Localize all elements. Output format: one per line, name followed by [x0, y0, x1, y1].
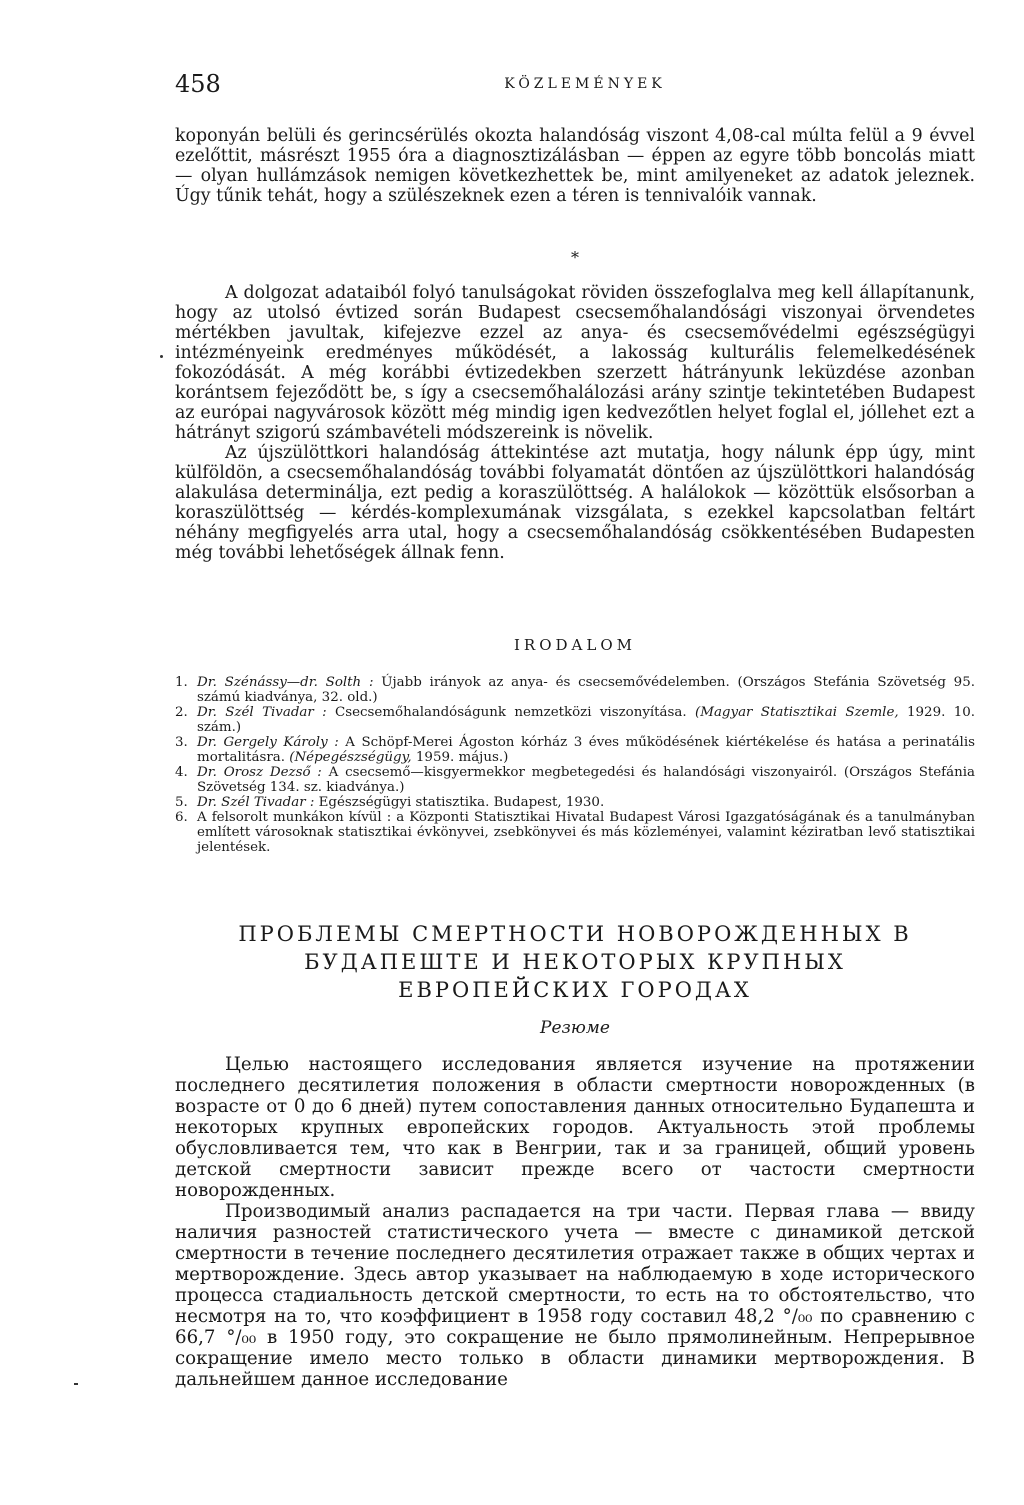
reference-text: Újabb irányok az anya- és csecsemővédelemben. (Országos Stefánia Szövetség 95. számú kiadványa, 32. old.)	[197, 675, 975, 705]
russian-title-block	[175, 920, 975, 1004]
russian-title-line: ПРОБЛЕМЫ СМЕРТНОСТИ НОВОРОЖДЕННЫХ В	[238, 922, 912, 946]
reference-number: 6.	[175, 810, 188, 825]
conclusion-paragraph: Az újszülöttkori halandóság áttekintése azt mutatja, hogy nálunk épp úgy, mint külföldön, a csecsemőhalandóság további folyamatát döntően az újszülöttkori halandóság alakulása determinálja, ezt pedig a koraszülöttség. A halálokok — közöttük elsősorban a koraszülöttség — kérdés-komplexumának vizsgálata, s ezekkel kapcsolatban feltárt néhány megfigyelés arra utal, hogy a csecsemőhalandóság csökkentésében Budapesten még további lehetőségek állnak fenn.	[175, 443, 975, 563]
reference-text: Egészségügyi statisztika. Budapest, 1930.	[318, 795, 605, 810]
reference-tail: 1959. május.)	[415, 750, 509, 765]
reference-number: 5.	[175, 795, 188, 810]
conclusion-paragraph: A dolgozat adataiból folyó tanulságokat röviden összefoglalva meg kell állapítanunk, hogy az utolsó évtized során Budapest csecsemőhalandósági viszonyai örvendetes mértékben javultak, kifejezve ezzel az anya- és csecsemővédelmi egészségügyi intézményeink eredményes működését, a lakosság kulturális felemelkedésének fokozódását. A még korábbi évtizedekben szerzett hátrányunk leküzdése azonban korántsem fejeződött be, s így a csecsemőhalálozási arány szintje tekintetében Budapest az európai nagyvárosok között még mindig igen kedvezőtlen helyet foglal el, jóllehet ezt a hátrányt szigorú számbavételi módszereink is növelik.	[175, 283, 975, 443]
russian-paragraph: Производимый анализ распадается на три части. Первая глава — ввиду наличия разностей статистического учета — вместе с динамикой детской смертности в течение последнего десятилетия отражает также в общих чертах и мертворождение. Здесь автор указывает на наблюдаемую в ходе исторического процесса стадиальность детской смертности, то есть на то обстоятельство, что несмотря на то, что коэффициент в 1958 году составил 48,2 °/₀₀ по сравнению с 66,7 °/₀₀ в 1950 году, это сокращение не было прямолинейным. Непрерывное сокращение имело место только в области динамики мертворождения. В дальнейшем данное исследование	[175, 1201, 975, 1390]
references-heading-block	[175, 636, 975, 654]
russian-title-line: ЕВРОПЕЙСКИХ ГОРОДАХ	[398, 978, 752, 1002]
reference-author: Dr. Szénássy—dr. Solth :	[197, 675, 374, 690]
russian-subtitle: Резюме	[540, 1018, 610, 1038]
reference-author: Dr. Orosz Dezső :	[197, 765, 322, 780]
page-number: 458	[175, 70, 221, 98]
references-block	[175, 675, 975, 855]
reference-item	[175, 705, 975, 735]
reference-text: A csecsemő—kisgyermekkor megbetegedési és halandósági viszonyairól. (Országos Stefánia Szövetség 134. sz. kiadványa.)	[197, 765, 975, 795]
reference-number: 3.	[175, 735, 188, 750]
reference-number: 2.	[175, 705, 188, 720]
separator-block	[175, 248, 975, 268]
section-separator: *	[571, 248, 579, 267]
margin-mark	[74, 1383, 78, 1385]
reference-text: A Schöpf-Merei Ágoston kórház 3 éves működésének kiértékelése és hatása a perinatális mortalitásra.	[197, 735, 975, 765]
conclusion-block	[175, 283, 975, 563]
reference-journal: (Magyar Statisztikai Szemle,	[695, 705, 899, 720]
russian-subtitle-block	[175, 1018, 975, 1038]
reference-author: Dr. Gergely Károly :	[197, 735, 339, 750]
reference-journal: (Népegészségügy,	[289, 750, 412, 765]
intro-paragraph: koponyán belüli és gerincsérülés okozta halandóság viszont 4,08-cal múlta felül a 9 évvel ezelőttit, másrészt 1955 óra a diagnosztizálásban — éppen az egyre több boncolás miatt — olyan hullámzások nemigen következhettek be, mint amilyeneket az adatok jeleznek. Úgy tűnik tehát, hogy a szülészeknek ezen a téren is tennivalóik vannak.	[175, 126, 975, 206]
references-heading: IRODALOM	[514, 636, 636, 654]
reference-number: 4.	[175, 765, 188, 780]
russian-paragraph: Целью настоящего исследования является изучение на протяжении последнего десятилетия положения в области смертности новорожденных (в возрасте от 0 до 6 дней) путем сопоставления данных относительно Будапешта и некоторых крупных европейских городов. Актуальность этой проблемы обусловливается тем, что как в Венгрии, так и за границей, общий уровень детской смертности зависит прежде всего от частости смертности новорожденных.	[175, 1054, 975, 1201]
margin-speck	[160, 355, 163, 358]
reference-author: Dr. Szél Tivadar :	[197, 705, 327, 720]
reference-item	[175, 735, 975, 765]
reference-text: Csecsemőhalandóságunk nemzetközi viszonyítása.	[335, 705, 687, 720]
reference-item	[175, 810, 975, 855]
reference-author: Dr. Szél Tivadar :	[197, 795, 315, 810]
reference-text: A felsorolt munkákon kívül : a Központi Statisztikai Hivatal Budapest Városi Igazgatóságának és a tanulmányban említett városoknak statisztikai évkönyvei, zsebkönyvei és más közleményei, valamint kéziratban levő statisztikai jelentések.	[197, 810, 975, 855]
russian-summary-block	[175, 1054, 975, 1390]
running-head: KÖZLEMÉNYEK	[504, 76, 666, 92]
intro-block	[175, 126, 975, 206]
reference-item	[175, 675, 975, 705]
reference-number: 1.	[175, 675, 188, 690]
reference-item	[175, 795, 975, 810]
reference-tail: 1929. 10. szám.)	[197, 705, 975, 735]
russian-title-line: БУДАПЕШТЕ И НЕКОТОРЫХ КРУПНЫХ	[304, 950, 846, 974]
page-header	[175, 70, 975, 100]
references-list	[175, 675, 975, 855]
reference-item	[175, 765, 975, 795]
